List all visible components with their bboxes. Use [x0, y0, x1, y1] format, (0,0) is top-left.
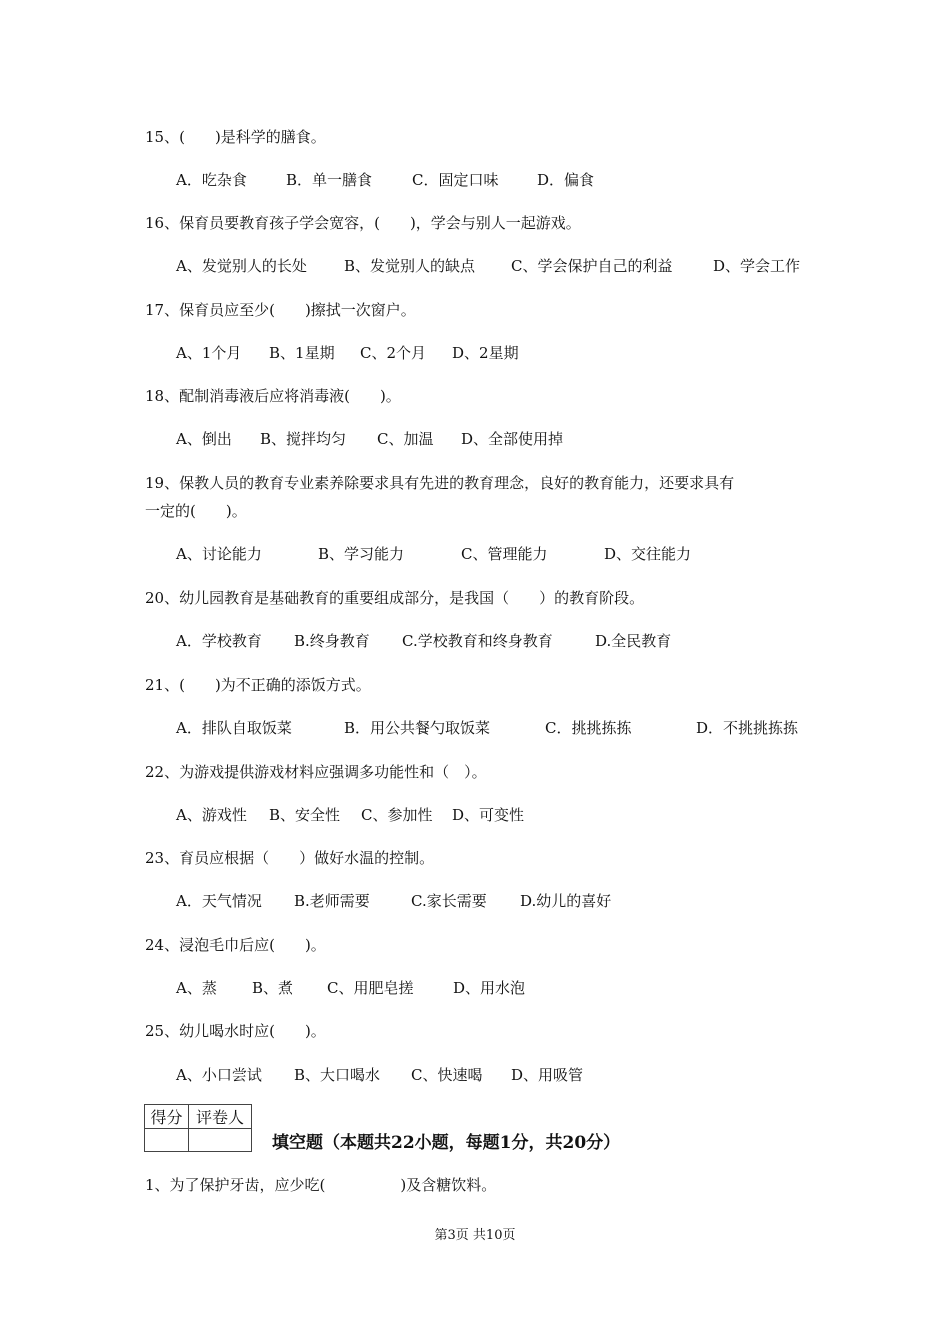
- option-d: D、全部使用掉: [461, 430, 564, 448]
- question-25-stem: 25、幼儿喝水时应( )。: [145, 1022, 326, 1040]
- option-d: D、用吸管: [511, 1066, 584, 1084]
- option-d: D、可变性: [452, 806, 525, 824]
- option-a: A、倒出: [176, 430, 232, 448]
- option-b: B.终身教育: [294, 632, 370, 650]
- option-b: B、煮: [252, 979, 294, 997]
- option-a: A、1个月: [176, 344, 242, 362]
- option-a: A、发觉别人的长处: [176, 257, 307, 275]
- score-box: [144, 1104, 252, 1152]
- section-title: 填空题（本题共22小题，每题1分，共20分）: [272, 1133, 621, 1153]
- option-a: A、小口尝试: [176, 1066, 262, 1084]
- option-c: C、参加性: [361, 806, 433, 824]
- option-d: D、用水泡: [453, 979, 526, 997]
- option-c: C、加温: [377, 430, 434, 448]
- option-d: D.幼儿的喜好: [520, 892, 612, 910]
- option-b: B．用公共餐勺取饭菜: [344, 719, 491, 737]
- option-c: C．挑挑拣拣: [545, 719, 632, 737]
- option-b: B、学习能力: [318, 545, 405, 563]
- option-b: B、发觉别人的缺点: [344, 257, 476, 275]
- option-d: D．偏食: [537, 171, 595, 189]
- fill-question-1: 1、为了保护牙齿，应少吃( )及含糖饮料。: [145, 1176, 497, 1194]
- option-b: B.老师需要: [294, 892, 370, 910]
- option-a: A．学校教育: [176, 632, 262, 650]
- question-17-stem: 17、保育员应至少( )擦拭一次窗户。: [145, 301, 416, 319]
- option-c: C、管理能力: [461, 545, 548, 563]
- option-b: B、搅拌均匀: [260, 430, 347, 448]
- option-a: A．排队自取饭菜: [176, 719, 292, 737]
- option-d: D、学会工作: [713, 257, 801, 275]
- option-a: A．吃杂食: [176, 171, 247, 189]
- option-c: C.学校教育和终身教育: [402, 632, 553, 650]
- option-a: A、讨论能力: [176, 545, 262, 563]
- page-footer: 第3页 共10页: [434, 1228, 516, 1243]
- option-b: B．单一膳食: [286, 171, 373, 189]
- question-18-stem: 18、配制消毒液后应将消毒液( )。: [145, 387, 401, 405]
- question-19-stem: 19、保教人员的教育专业素养除要求具有先进的教育理念，良好的教育能力，还要求具有: [145, 474, 735, 492]
- option-c: C.家长需要: [411, 892, 487, 910]
- question-19-stem-continued: 一定的( )。: [145, 502, 247, 520]
- option-d: D．不挑挑拣拣: [696, 719, 799, 737]
- question-21-stem: 21、( )为不正确的添饭方式。: [145, 676, 371, 694]
- option-d: D、2星期: [452, 344, 519, 362]
- option-b: B、1星期: [269, 344, 335, 362]
- grader-label: 评卷人: [188, 1105, 251, 1129]
- question-23-stem: 23、育员应根据（ ）做好水温的控制。: [145, 849, 435, 867]
- option-c: C、用肥皂搓: [327, 979, 414, 997]
- question-24-stem: 24、浸泡毛巾后应( )。: [145, 936, 326, 954]
- option-b: B、大口喝水: [294, 1066, 381, 1084]
- option-c: C、2个月: [360, 344, 427, 362]
- question-15-stem: 15、( )是科学的膳食。: [145, 128, 326, 146]
- option-c: C、快速喝: [411, 1066, 483, 1084]
- option-d: D.全民教育: [595, 632, 672, 650]
- question-16-stem: 16、保育员要教育孩子学会宽容，( )，学会与别人一起游戏。: [145, 214, 581, 232]
- option-a: A．天气情况: [176, 892, 262, 910]
- option-d: D、交往能力: [604, 545, 692, 563]
- score-cell: [145, 1129, 189, 1152]
- option-b: B、安全性: [269, 806, 341, 824]
- option-a: A、蒸: [176, 979, 217, 997]
- grader-cell: [188, 1129, 251, 1152]
- option-c: C、学会保护自己的利益: [511, 257, 673, 275]
- question-22-stem: 22、为游戏提供游戏材料应强调多功能性和（ ）。: [145, 763, 487, 781]
- score-label: 得分: [145, 1105, 189, 1129]
- option-c: C．固定口味: [412, 171, 499, 189]
- option-a: A、游戏性: [176, 806, 247, 824]
- question-20-stem: 20、幼儿园教育是基础教育的重要组成部分，是我国（ ）的教育阶段。: [145, 589, 645, 607]
